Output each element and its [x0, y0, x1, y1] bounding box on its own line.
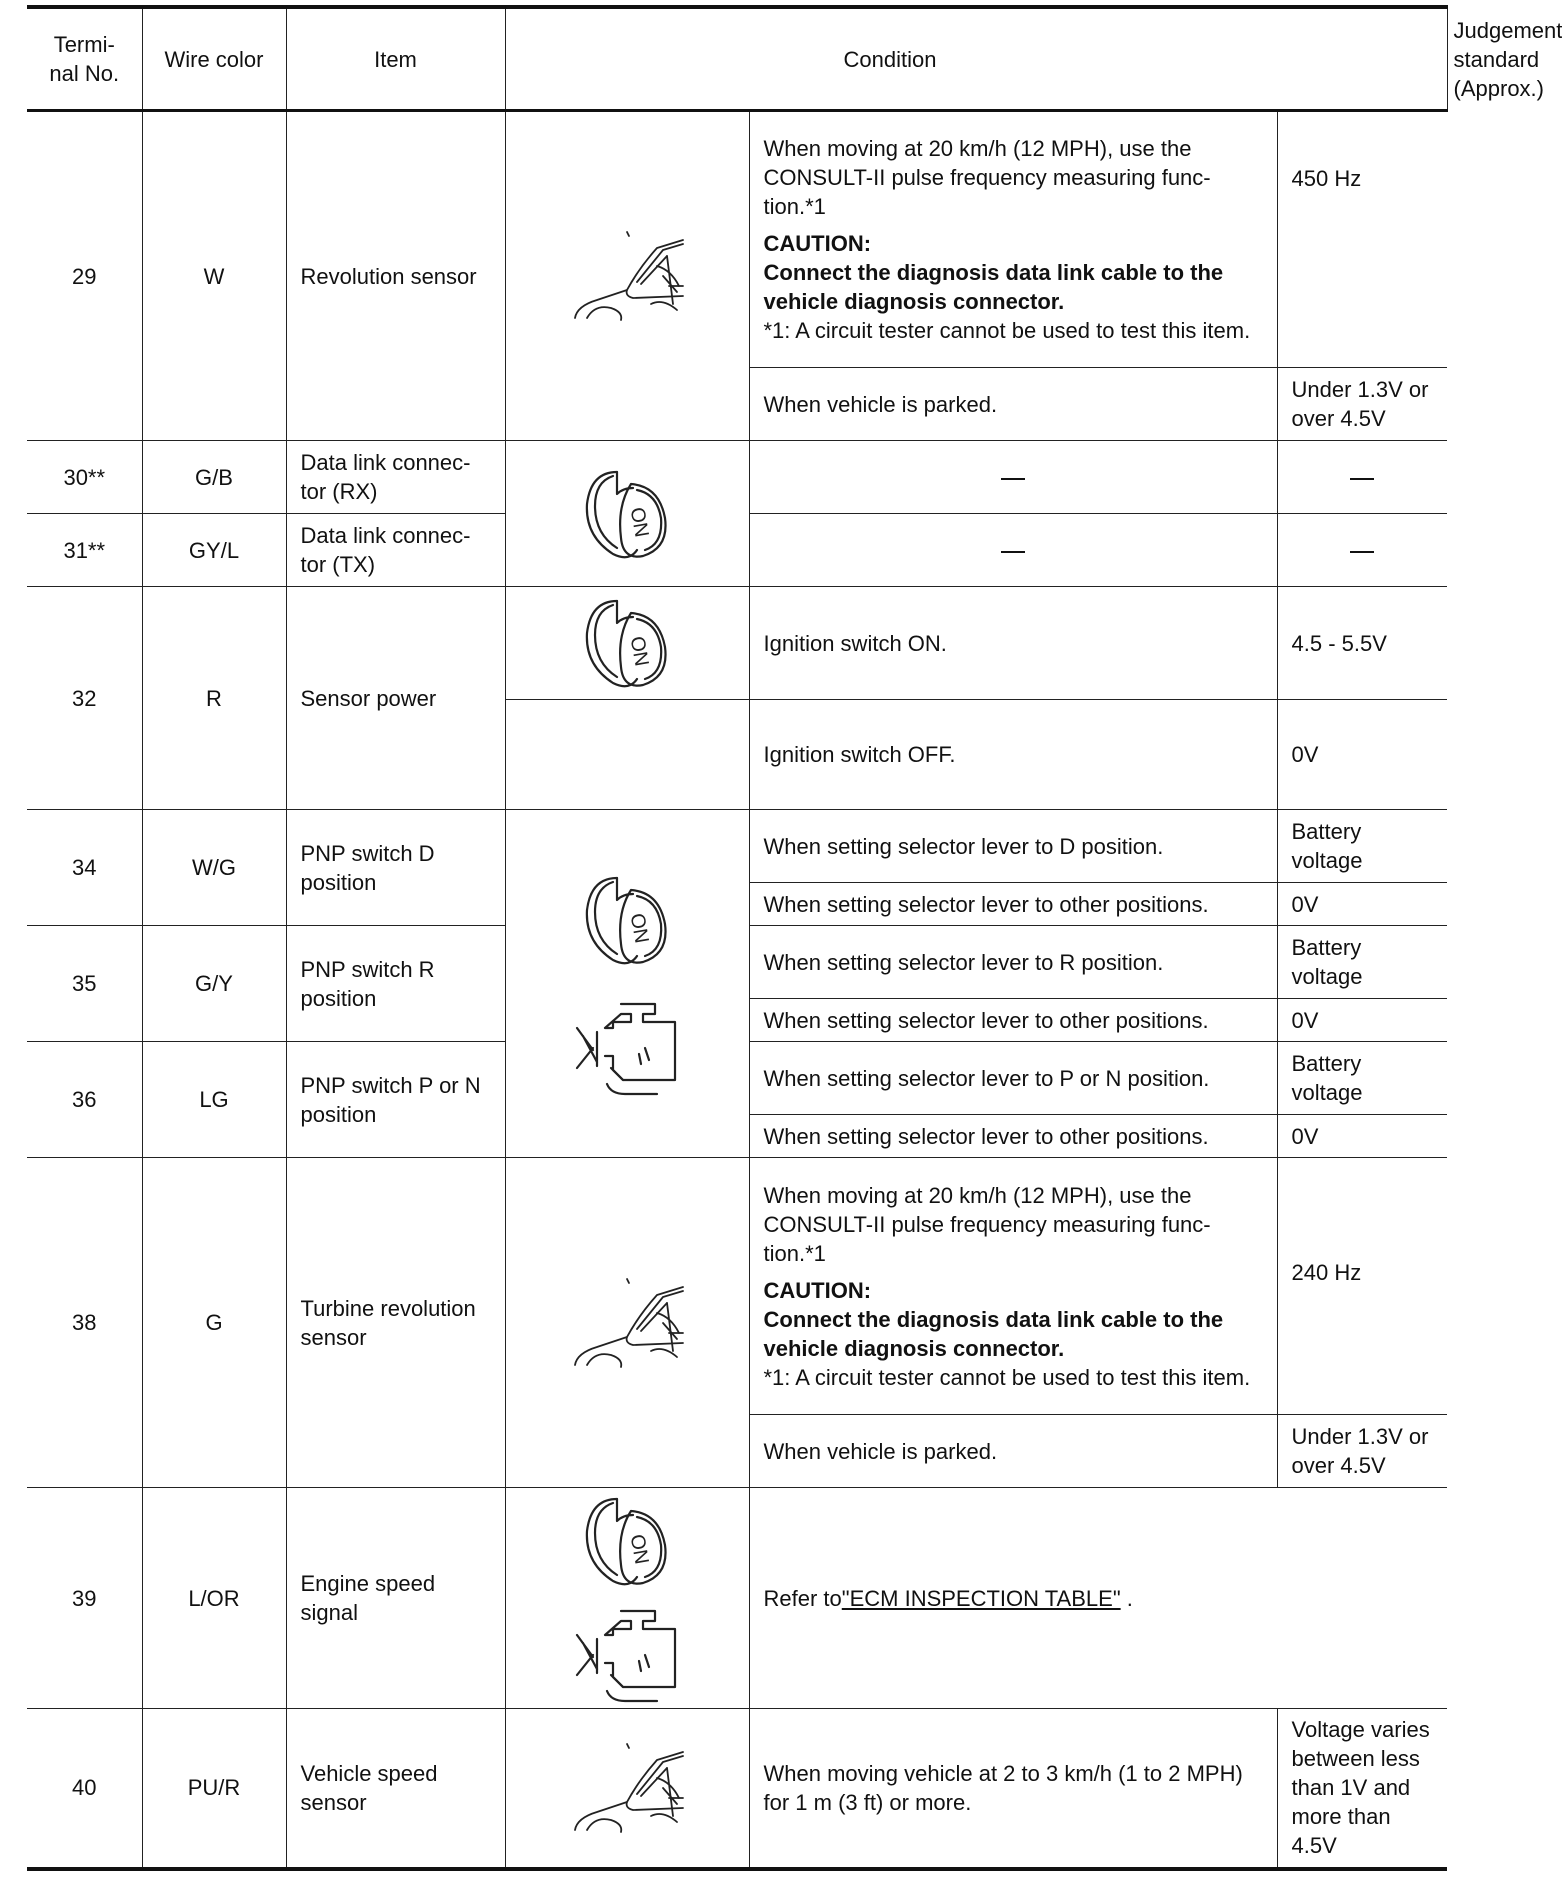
ignition-engine-icons: [505, 810, 749, 1158]
judgement-value: Voltage varies between less than 1V and more than 4.5V: [1277, 1709, 1447, 1869]
svg-text:ON: ON: [625, 505, 653, 539]
judgement-value: 0V: [1277, 1115, 1447, 1158]
judgement-value: 0V: [1277, 999, 1447, 1042]
item-name: PNP switch D position: [286, 810, 505, 926]
ignition-key-on-icon: [505, 441, 749, 587]
terminal-no: 29: [27, 111, 142, 441]
wire-color: W/G: [142, 810, 286, 926]
refer-suffix: .: [1120, 1585, 1133, 1611]
ignition-key-on-icon: [577, 1491, 677, 1591]
footnote-text: *1: A circuit tester cannot be used to test this item.: [763, 318, 1251, 343]
wire-color: G: [142, 1158, 286, 1488]
item-name: Revolution sensor: [286, 111, 505, 441]
terminal-no: 36: [27, 1042, 142, 1158]
judgement-value: Battery voltage: [1277, 810, 1447, 883]
terminal-no: 38: [27, 1158, 142, 1488]
footnote-text: *1: A circuit tester cannot be used to test this item.: [763, 1364, 1251, 1390]
judgement-value: 0V: [1277, 700, 1447, 810]
svg-text:ON: ON: [625, 1532, 653, 1567]
item-name: Data link connec-tor (TX): [286, 514, 505, 587]
condition-text: When setting selector lever to R position.: [749, 926, 1277, 999]
vehicle-driving-icon: [505, 1709, 749, 1869]
condition-text: [749, 1158, 1277, 1415]
condition-text: [749, 1488, 1447, 1709]
condition-text: Ignition switch OFF.: [749, 700, 1277, 810]
table-row: [27, 810, 1447, 883]
header-item: Item: [286, 7, 505, 111]
item-name: PNP switch P or N position: [286, 1042, 505, 1158]
wire-color: PU/R: [142, 1709, 286, 1869]
condition-text: Ignition switch ON.: [749, 587, 1277, 700]
table-row: [27, 1709, 1447, 1869]
judgement-value: Battery voltage: [1277, 926, 1447, 999]
table-header-row: Termi- nal No. Wire color Item Condition Judgement standard (Approx.): [27, 7, 1447, 111]
item-name: Vehicle speed sensor: [286, 1709, 505, 1869]
judgement-value: 240 Hz: [1277, 1158, 1447, 1415]
item-name: Data link connec-tor (RX): [286, 441, 505, 514]
terminal-no: 34: [27, 810, 142, 926]
caution-label: CAUTION:: [763, 1277, 872, 1303]
condition-description: When moving at 20 km/h (12 MPH), use the CONSULT-II pulse frequency measuring func-tion.*1: [763, 1182, 1211, 1266]
judgement-value: 0V: [1277, 883, 1447, 926]
table-row: [27, 1488, 1447, 1709]
judgement-dash: [1277, 514, 1447, 587]
svg-text:ON: ON: [625, 634, 653, 669]
header-wire-color: Wire color: [142, 7, 286, 111]
refer-to-text: Refer to: [763, 1585, 842, 1611]
wire-color: G/Y: [142, 926, 286, 1042]
caution-text: Connect the diagnosis data link cable to the vehicle diagnosis connector.: [763, 260, 1224, 314]
condition-description: When moving at 20 km/h (12 MPH), use the CONSULT-II pulse frequency measuring func-tion.*1: [763, 136, 1211, 219]
item-name: Engine speed signal: [286, 1488, 505, 1709]
condition-text: When vehicle is parked.: [749, 1415, 1277, 1488]
condition-text: When vehicle is parked.: [749, 368, 1277, 441]
condition-text: When setting selector lever to P or N position.: [749, 1042, 1277, 1115]
engine-running-icon: [567, 998, 687, 1098]
terminal-no: 40: [27, 1709, 142, 1869]
terminal-no: 31**: [27, 514, 142, 587]
condition-text: [749, 111, 1277, 368]
table-row: [27, 111, 1447, 368]
vehicle-driving-icon: [505, 111, 749, 441]
terminal-no: 35: [27, 926, 142, 1042]
judgement-value: Battery voltage: [1277, 1042, 1447, 1115]
table-row: [27, 587, 1447, 700]
wire-color: L/OR: [142, 1488, 286, 1709]
ignition-key-on-icon: [577, 870, 677, 970]
condition-dash: [749, 441, 1277, 514]
vehicle-driving-icon: [505, 1158, 749, 1488]
wire-color: R: [142, 587, 286, 810]
caution-label: CAUTION:: [763, 231, 872, 256]
item-name: Turbine revolution sensor: [286, 1158, 505, 1488]
condition-dash: [749, 514, 1277, 587]
header-condition-label: Condition: [843, 46, 937, 72]
condition-text: When moving vehicle at 2 to 3 km/h (1 to 2 MPH) for 1 m (3 ft) or more.: [749, 1709, 1277, 1869]
engine-running-icon: [567, 1605, 687, 1705]
table-row: [27, 1158, 1447, 1415]
wire-color: G/B: [142, 441, 286, 514]
judgement-value: 4.5 - 5.5V: [1277, 587, 1447, 700]
empty-icon-cell: [505, 700, 749, 810]
wire-color: GY/L: [142, 514, 286, 587]
terminal-no: 32: [27, 587, 142, 810]
svg-text:ON: ON: [625, 911, 653, 945]
ignition-key-on-icon: [505, 587, 749, 700]
wire-color: W: [142, 111, 286, 441]
judgement-value: 450 Hz: [1277, 111, 1447, 368]
ecm-inspection-table-link[interactable]: "ECM INSPECTION TABLE": [841, 1585, 1121, 1611]
terminal-no: 30**: [27, 441, 142, 514]
terminal-inspection-table: [27, 5, 1562, 1871]
condition-text: When setting selector lever to other positions.: [749, 883, 1277, 926]
caution-text: Connect the diagnosis data link cable to the vehicle diagnosis connector.: [763, 1306, 1224, 1361]
condition-text: When setting selector lever to D position.: [749, 810, 1277, 883]
judgement-value: Under 1.3V or over 4.5V: [1277, 1415, 1447, 1488]
condition-text: When setting selector lever to other positions.: [749, 1115, 1277, 1158]
item-name: Sensor power: [286, 587, 505, 810]
header-condition: [505, 7, 1447, 111]
terminal-no: 39: [27, 1488, 142, 1709]
judgement-value: Under 1.3V or over 4.5V: [1277, 368, 1447, 441]
wire-color: LG: [142, 1042, 286, 1158]
judgement-dash: [1277, 441, 1447, 514]
condition-text: When setting selector lever to other positions.: [749, 999, 1277, 1042]
header-terminal-no: Termi- nal No.: [27, 7, 142, 111]
table-row: [27, 441, 1447, 514]
ignition-engine-icons: [505, 1488, 749, 1709]
item-name: PNP switch R position: [286, 926, 505, 1042]
